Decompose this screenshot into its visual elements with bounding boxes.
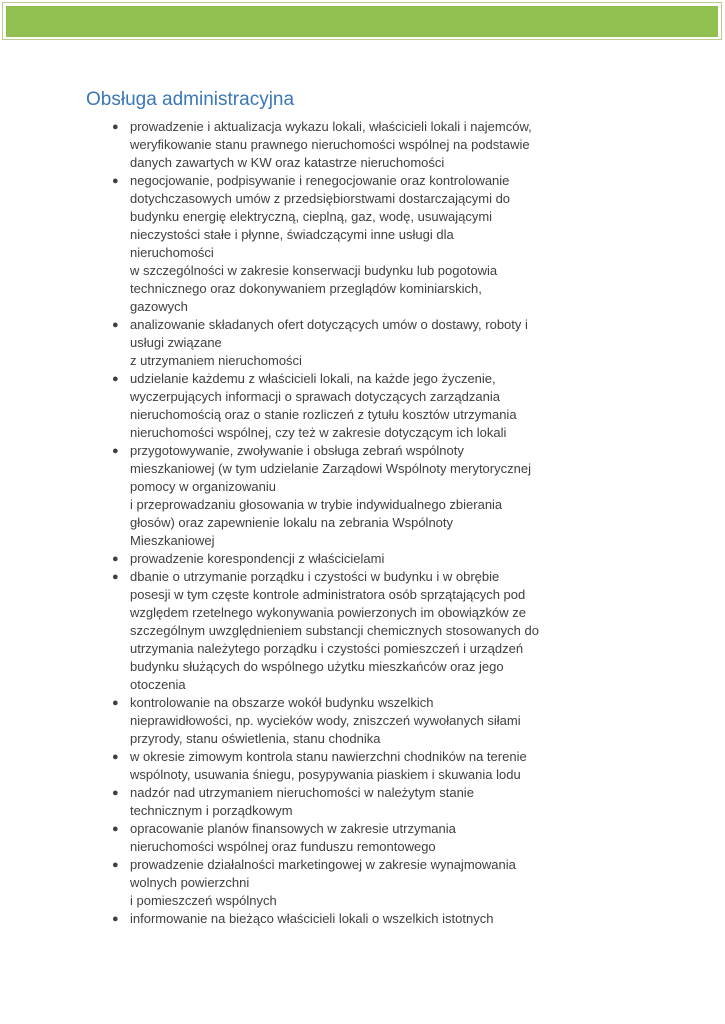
list-item xyxy=(86,442,556,550)
list-item-text-line: wolnych powierzchni xyxy=(130,875,250,890)
list-item xyxy=(86,856,556,910)
list-item-text-line: nieruchomości wspólnej oraz funduszu remontowego xyxy=(130,839,436,854)
list-item xyxy=(86,370,556,442)
list-item-text-line: nieczystości stałe i płynne, świadczącymi inne usługi dla xyxy=(130,227,454,242)
list-item xyxy=(86,910,556,928)
list-item-text-line: gazowych xyxy=(130,299,188,314)
list-item-text-line: wspólnoty, usuwania śniegu, posypywania piaskiem i skuwania lodu xyxy=(130,767,521,782)
list-item xyxy=(86,568,556,694)
bullet-icon: ● xyxy=(112,787,119,799)
list-item-text-line: nieprawidłowości, np. wycieków wody, zniszczeń wywołanych siłami xyxy=(130,713,521,728)
list-item-text-line: budynku służących do wspólnego użytku mieszkańców oraz jego xyxy=(130,659,504,674)
list-item-text-line: i przeprowadzaniu głosowania w trybie indywidualnego zbierania xyxy=(130,497,503,512)
list-item-text-line: analizowanie składanych ofert dotyczących umów o dostawy, roboty i xyxy=(130,317,528,332)
list-item-text-line: posesji w tym częste kontrole administratora osób sprzątających pod xyxy=(130,587,526,602)
list-item-text-line: Mieszkaniowej xyxy=(130,533,215,548)
bullet-icon: ● xyxy=(112,445,119,457)
list-item-text-line: nieruchomości wspólnej, czy też w zakresie dotyczącym ich lokali xyxy=(130,425,507,440)
list-item-text-line: negocjowanie, podpisywanie i renegocjowanie oraz kontrolowanie xyxy=(130,173,510,188)
list-item-text-line: nieruchomości xyxy=(130,245,214,260)
bullet-icon: ● xyxy=(112,319,119,331)
bullet-icon: ● xyxy=(112,859,119,871)
list-item-text-line: usługi związane xyxy=(130,335,222,350)
document-body xyxy=(86,88,556,928)
bullet-icon: ● xyxy=(112,175,119,187)
list-item-text-line: w szczególności w zakresie konserwacji budynku lub pogotowia xyxy=(130,263,498,278)
list-item-text-line: z utrzymaniem nieruchomości xyxy=(130,353,302,368)
section-heading: Obsługa administracyjna xyxy=(86,89,295,110)
bullet-icon: ● xyxy=(112,553,119,565)
list-item-text-line: dbanie o utrzymanie porządku i czystości w budynku i w obrębie xyxy=(130,569,500,584)
list-item-text-line: nadzór nad utrzymaniem nieruchomości w należytym stanie xyxy=(130,785,474,800)
list-item-text-line: otoczenia xyxy=(130,677,186,692)
list-item-text-line: prowadzenie korespondencji z właścicielami xyxy=(130,551,385,566)
list-item-text-line: utrzymania należytego porządku i czystości pomieszczeń i urządzeń xyxy=(130,641,524,656)
list-item xyxy=(86,748,556,784)
list-item-text-line: i pomieszczeń wspólnych xyxy=(130,893,277,908)
list-item-text-line: przyrody, stanu oświetlenia, stanu chodnika xyxy=(130,731,381,746)
list-item-text-line: opracowanie planów finansowych w zakresie utrzymania xyxy=(130,821,456,836)
header-bar xyxy=(6,6,718,37)
list-item-text-line: danych zawartych w KW oraz katastrze nieruchomości xyxy=(130,155,445,170)
bullet-icon: ● xyxy=(112,373,119,385)
list-item-text-line: udzielanie każdemu z właścicieli lokali, na każde jego życzenie, xyxy=(130,371,496,386)
list-item-text-line: technicznym i porządkowym xyxy=(130,803,293,818)
list-item-text-line: wyczerpujących informacji o sprawach dotyczących zarządzania xyxy=(130,389,500,404)
header-frame xyxy=(2,2,722,40)
bullet-list xyxy=(86,118,556,928)
list-item xyxy=(86,784,556,820)
bullet-icon: ● xyxy=(112,121,119,133)
list-item-text-line: prowadzenie i aktualizacja wykazu lokali, właścicieli lokali i najemców, xyxy=(130,119,532,134)
bullet-icon: ● xyxy=(112,697,119,709)
list-item xyxy=(86,118,556,172)
list-item-text-line: budynku energię elektryczną, cieplną, gaz, wodę, usuwającymi xyxy=(130,209,493,224)
list-item xyxy=(86,694,556,748)
list-item-text-line: informowanie na bieżąco właścicieli lokali o wszelkich istotnych xyxy=(130,911,494,926)
list-item-text-line: nieruchomością oraz o stanie rozliczeń z tytułu kosztów utrzymania xyxy=(130,407,517,422)
list-item-text-line: względem rzetelnego wykonywania powierzonych im obowiązków ze xyxy=(130,605,526,620)
list-item-text-line: pomocy w organizowaniu xyxy=(130,479,276,494)
bullet-icon: ● xyxy=(112,913,119,925)
list-item-text-line: mieszkaniowej (w tym udzielanie Zarządowi Wspólnoty merytorycznej xyxy=(130,461,531,476)
list-item-text-line: technicznego oraz dokonywaniem przeglądów kominiarskich, xyxy=(130,281,482,296)
list-item xyxy=(86,172,556,316)
list-item-text-line: kontrolowanie na obszarze wokół budynku wszelkich xyxy=(130,695,434,710)
bullet-icon: ● xyxy=(112,751,119,763)
list-item-text-line: głosów) oraz zapewnienie lokalu na zebrania Wspólnoty xyxy=(130,515,454,530)
list-item-text-line: weryfikowanie stanu prawnego nieruchomości wspólnej na podstawie xyxy=(130,137,530,152)
bullet-icon: ● xyxy=(112,571,119,583)
list-item xyxy=(86,316,556,370)
list-item xyxy=(86,550,556,568)
list-item-text-line: dotychczasowych umów z przedsiębiorstwami dostarczającymi do xyxy=(130,191,511,206)
list-item-text-line: prowadzenie działalności marketingowej w zakresie wynajmowania xyxy=(130,857,516,872)
list-item xyxy=(86,820,556,856)
list-item-text-line: szczególnym uwzględnieniem substancji chemicznych stosowanych do xyxy=(130,623,539,638)
list-item-text-line: przygotowywanie, zwoływanie i obsługa zebrań wspólnoty xyxy=(130,443,464,458)
bullet-icon: ● xyxy=(112,823,119,835)
list-item-text-line: w okresie zimowym kontrola stanu nawierzchni chodników na terenie xyxy=(130,749,527,764)
